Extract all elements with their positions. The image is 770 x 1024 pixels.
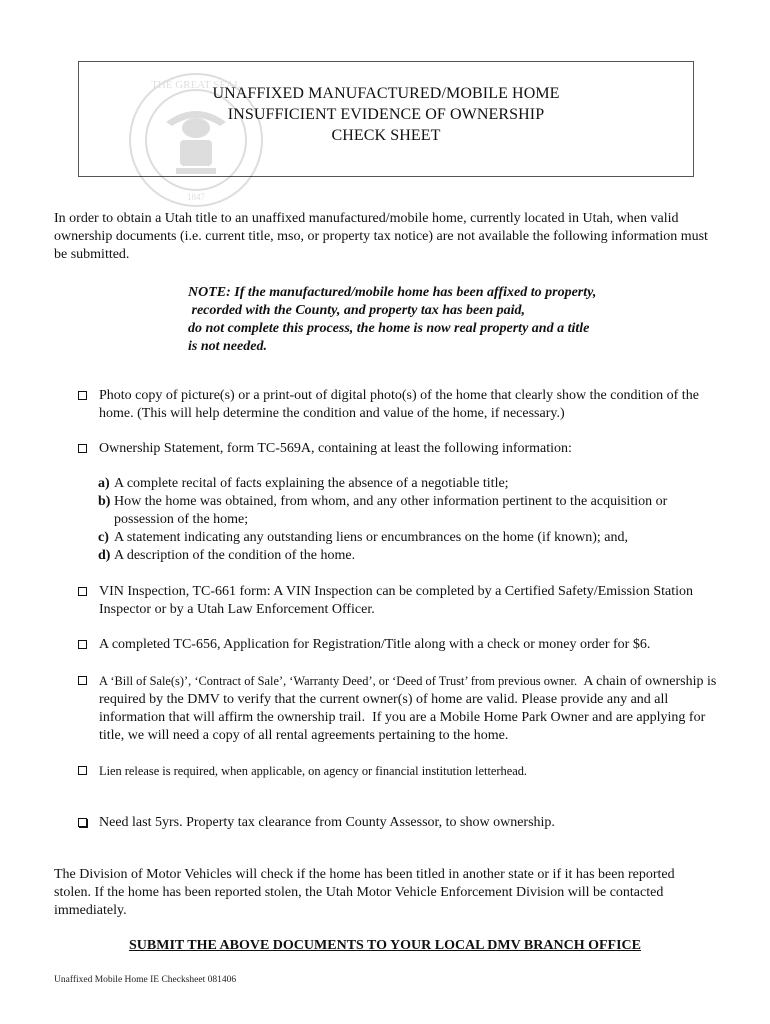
closing-paragraph: The Division of Motor Vehicles will check if the home has been titled in another state or if it has been reported stolen. If the home has been reported stolen, the Utah Motor Vehicle Enforcement Division will be contacted immediately. [54, 867, 675, 918]
checkbox[interactable] [78, 640, 87, 649]
list-text: A statement indicating any outstanding liens or encumbrances on the home (if known); and, [114, 530, 628, 545]
list-letter: c) [98, 530, 109, 545]
item-text: A completed TC-656, Application for Registration/Title along with a check or money order for $6. [99, 637, 651, 652]
checkbox[interactable] [78, 676, 87, 685]
item-text: Need last 5yrs. Property tax clearance from County Assessor, to show ownership. [99, 815, 555, 830]
item-text: Photo copy of picture(s) or a print-out of digital photo(s) of the home that clearly show the condition of the home. (This will help determine the condition and value of the home, if necessary.) [99, 388, 699, 421]
intro-paragraph: In order to obtain a Utah title to an unaffixed manufactured/mobile home, currently located in Utah, when valid ownership documents (i.e. current title, mso, or property tax notice) are not available the following information must be submitted. [54, 211, 708, 262]
list-item [98, 475, 718, 493]
item-text: A chain of ownership is required by the DMV to verify that the current owner(s) of home are valid. Please provide any and all information that will affirm the ownership trail. If you are a Mobile Home Park Owner and are applying for title, we will need a copy of all rental agreements pertaining to the home. [99, 674, 720, 743]
list-text: How the home was obtained, from whom, and any other information pertinent to the acquisition or possession of the home; [114, 494, 668, 527]
checklist-item-lien-release [78, 762, 718, 780]
item-text: Ownership Statement, form TC-569A, containing at least the following information: [99, 441, 572, 456]
checkbox[interactable] [78, 587, 87, 596]
checklist-item-tax-clearance [78, 814, 718, 832]
checklist-item-bill-of-sale [78, 672, 718, 745]
list-letter: d) [98, 548, 111, 563]
checkbox[interactable] [78, 391, 87, 400]
document-title [78, 83, 694, 146]
checklist-item-photo [78, 387, 718, 423]
item-text: Lien release is required, when applicable, on agency or financial institution letterhead. [99, 764, 527, 778]
checkbox[interactable] [78, 444, 87, 453]
list-text: A description of the condition of the home. [114, 548, 356, 563]
note-line-1: NOTE: If the manufactured/mobile home has been affixed to property, [188, 285, 597, 300]
submit-instruction: SUBMIT THE ABOVE DOCUMENTS TO YOUR LOCAL DMV BRANCH OFFICE [129, 938, 641, 953]
checkbox[interactable] [78, 766, 87, 775]
note-block [188, 284, 688, 356]
footer-form-id: Unaffixed Mobile Home IE Checksheet 081406 [54, 975, 237, 985]
item-text: VIN Inspection, TC-661 form: A VIN Inspection can be completed by a Certified Safety/Emission Station Inspector or by a Utah Law Enforcement Officer. [99, 584, 693, 617]
title-line-1: UNAFFIXED MANUFACTURED/MOBILE HOME [212, 85, 560, 102]
list-item [98, 529, 718, 547]
svg-text:THE GREAT SEAL: THE GREAT SEAL [151, 79, 241, 91]
ownership-statement-subitems [98, 475, 718, 565]
list-text: A complete recital of facts explaining the absence of a negotiable title; [114, 476, 509, 491]
note-line-4: is not needed. [188, 339, 267, 354]
list-letter: a) [98, 476, 110, 491]
list-item [98, 547, 718, 565]
list-item [98, 493, 718, 529]
title-line-2: INSUFFICIENT EVIDENCE OF OWNERSHIP [227, 106, 545, 123]
note-line-2: recorded with the County, and property tax has been paid, [188, 303, 526, 318]
note-line-3: do not complete this process, the home is now real property and a title [188, 321, 590, 336]
svg-text:1847: 1847 [187, 192, 205, 202]
checkbox[interactable] [78, 818, 87, 827]
title-line-3: CHECK SHEET [331, 127, 441, 144]
checklist-item-tc656 [78, 636, 718, 654]
checklist-item-vin-inspection [78, 583, 718, 619]
checklist-item-ownership-statement [78, 440, 718, 458]
item-text-small: A ‘Bill of Sale(s)’, ‘Contract of Sale’, ‘Warranty Deed’, or ‘Deed of Trust’ from previous owner. [99, 674, 578, 688]
list-letter: b) [98, 494, 111, 509]
